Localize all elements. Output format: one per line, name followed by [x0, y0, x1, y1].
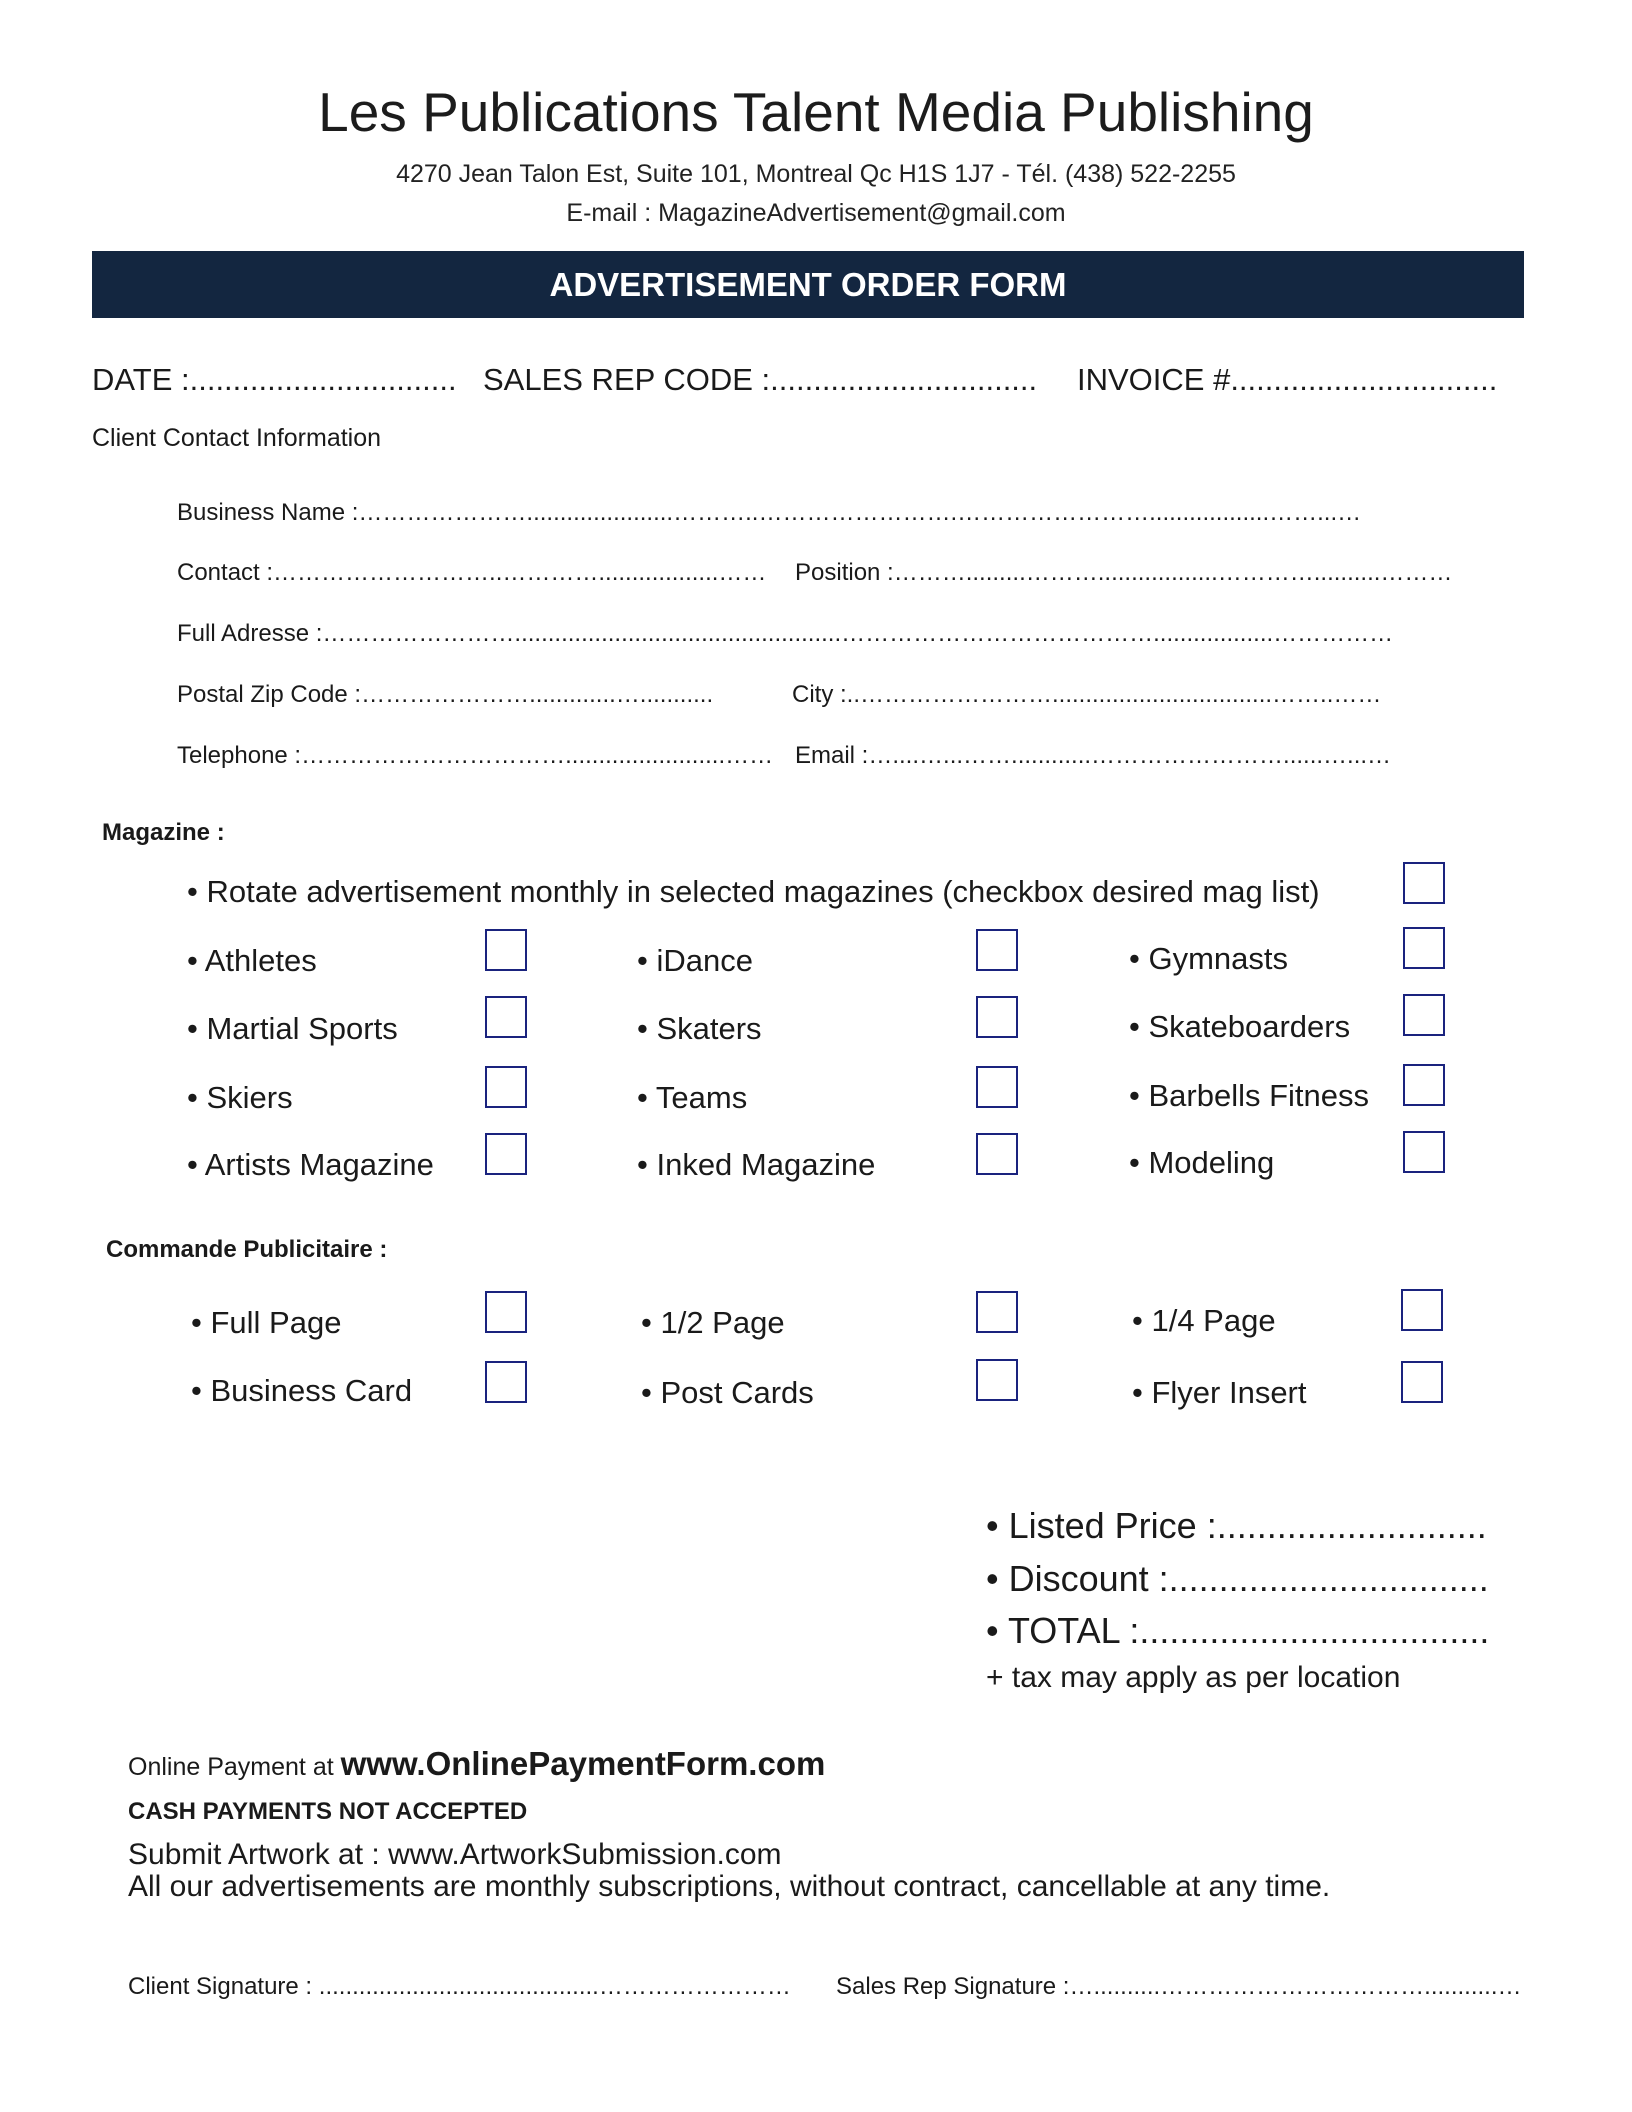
email-field[interactable]: Email :…....…...……............……………………......…...… [795, 742, 1392, 769]
ad-quarter-page-label: • 1/4 Page [1132, 1303, 1276, 1338]
magazine-skateboarders-checkbox[interactable] [1403, 994, 1445, 1036]
form-banner: ADVERTISEMENT ORDER FORM [92, 251, 1524, 318]
ad-post-cards-checkbox[interactable] [976, 1359, 1018, 1401]
magazine-martial-sports-label: • Martial Sports [187, 1011, 398, 1046]
ad-half-page-label: • 1/2 Page [641, 1305, 785, 1340]
commande-label: Commande Publicitaire : [106, 1236, 388, 1263]
ad-business-card-checkbox[interactable] [485, 1361, 527, 1403]
telephone-field[interactable]: Telephone :……………………………........................…… [177, 742, 774, 769]
magazine-martial-sports-checkbox[interactable] [485, 996, 527, 1038]
listed-price-field[interactable]: • Listed Price :........................... [986, 1505, 1487, 1546]
magazine-teams-label: • Teams [637, 1080, 748, 1115]
magazine-modeling-label: • Modeling [1129, 1145, 1275, 1180]
company-address: 4270 Jean Talon Est, Suite 101, Montreal Qc H1S 1J7 - Tél. (438) 522-2255 [396, 160, 1236, 188]
magazine-teams-checkbox[interactable] [976, 1066, 1018, 1108]
magazine-barbells-checkbox[interactable] [1403, 1064, 1445, 1106]
total-field[interactable]: • TOTAL :................................... [986, 1610, 1490, 1651]
magazine-skiers-label: • Skiers [187, 1080, 293, 1115]
postal-code-field[interactable]: Postal Zip Code :………………….............…........... [177, 681, 714, 708]
ad-full-page-label: • Full Page [191, 1305, 342, 1340]
ad-half-page-checkbox[interactable] [976, 1291, 1018, 1333]
ad-flyer-insert-label: • Flyer Insert [1132, 1375, 1307, 1410]
magazine-athletes-checkbox[interactable] [485, 929, 527, 971]
ad-post-cards-label: • Post Cards [641, 1375, 814, 1410]
magazine-barbells-label: • Barbells Fitness [1129, 1078, 1369, 1113]
cash-notice: CASH PAYMENTS NOT ACCEPTED [128, 1798, 528, 1825]
magazine-skiers-checkbox[interactable] [485, 1066, 527, 1108]
magazine-skaters-checkbox[interactable] [976, 996, 1018, 1038]
magazine-artists-label: • Artists Magazine [187, 1147, 434, 1182]
magazine-modeling-checkbox[interactable] [1403, 1131, 1445, 1173]
ad-full-page-checkbox[interactable] [485, 1291, 527, 1333]
magazine-inked-checkbox[interactable] [976, 1133, 1018, 1175]
address-field[interactable]: Full Adresse :…………………….................................................…………………………………..................…………… [177, 620, 1394, 647]
city-field[interactable]: City :..…………………….................................……..…… [792, 681, 1382, 708]
business-name-field[interactable]: Business Name :…………………......................………..…………………….……………………..................……...… [177, 499, 1362, 526]
invoice-field[interactable]: INVOICE #............................... [1077, 362, 1498, 397]
online-payment-line [128, 1745, 825, 1783]
artwork-submission: Submit Artwork at : www.ArtworkSubmission.com [128, 1838, 782, 1871]
position-field[interactable]: Position :……….........………..................…………..........……… [795, 559, 1453, 586]
subscription-notice: All our advertisements are monthly subscriptions, without contract, cancellable at any time. [128, 1870, 1331, 1903]
ad-quarter-page-checkbox[interactable] [1401, 1289, 1443, 1331]
online-payment-url[interactable]: www.OnlinePaymentForm.com [340, 1745, 826, 1782]
ad-business-card-label: • Business Card [191, 1373, 413, 1408]
client-section-label: Client Contact Information [92, 424, 382, 452]
magazine-inked-label: • Inked Magazine [637, 1147, 876, 1182]
contact-field[interactable]: Contact :………………………..…………..................…… [177, 559, 767, 586]
ad-flyer-insert-checkbox[interactable] [1401, 1361, 1443, 1403]
magazine-gymnasts-label: • Gymnasts [1129, 941, 1288, 976]
magazine-label: Magazine : [102, 819, 225, 846]
date-field[interactable]: DATE :............................... [92, 362, 457, 397]
magazine-athletes-label: • Athletes [187, 943, 317, 978]
company-email: E-mail : MagazineAdvertisement@gmail.com [566, 199, 1066, 227]
discount-field[interactable]: • Discount :................................ [986, 1558, 1489, 1599]
magazine-artists-checkbox[interactable] [485, 1133, 527, 1175]
magazine-idance-label: • iDance [637, 943, 753, 978]
magazine-idance-checkbox[interactable] [976, 929, 1018, 971]
company-title: Les Publications Talent Media Publishing [318, 81, 1314, 143]
rotate-checkbox[interactable] [1403, 862, 1445, 904]
magazine-skateboarders-label: • Skateboarders [1129, 1009, 1351, 1044]
sales-rep-field[interactable]: SALES REP CODE :............................... [483, 362, 1038, 397]
client-signature-field[interactable]: Client Signature : ..........................................…………………… [128, 1973, 791, 2000]
tax-note: + tax may apply as per location [986, 1661, 1401, 1694]
rotate-option-label: • Rotate advertisement monthly in selected magazines (checkbox desired mag list) [187, 874, 1320, 909]
sales-rep-signature-field[interactable]: Sales Rep Signature :…..........……………………………...........… [836, 1973, 1522, 2000]
online-payment-prefix: Online Payment at [128, 1753, 341, 1781]
magazine-skaters-label: • Skaters [637, 1011, 762, 1046]
magazine-gymnasts-checkbox[interactable] [1403, 927, 1445, 969]
